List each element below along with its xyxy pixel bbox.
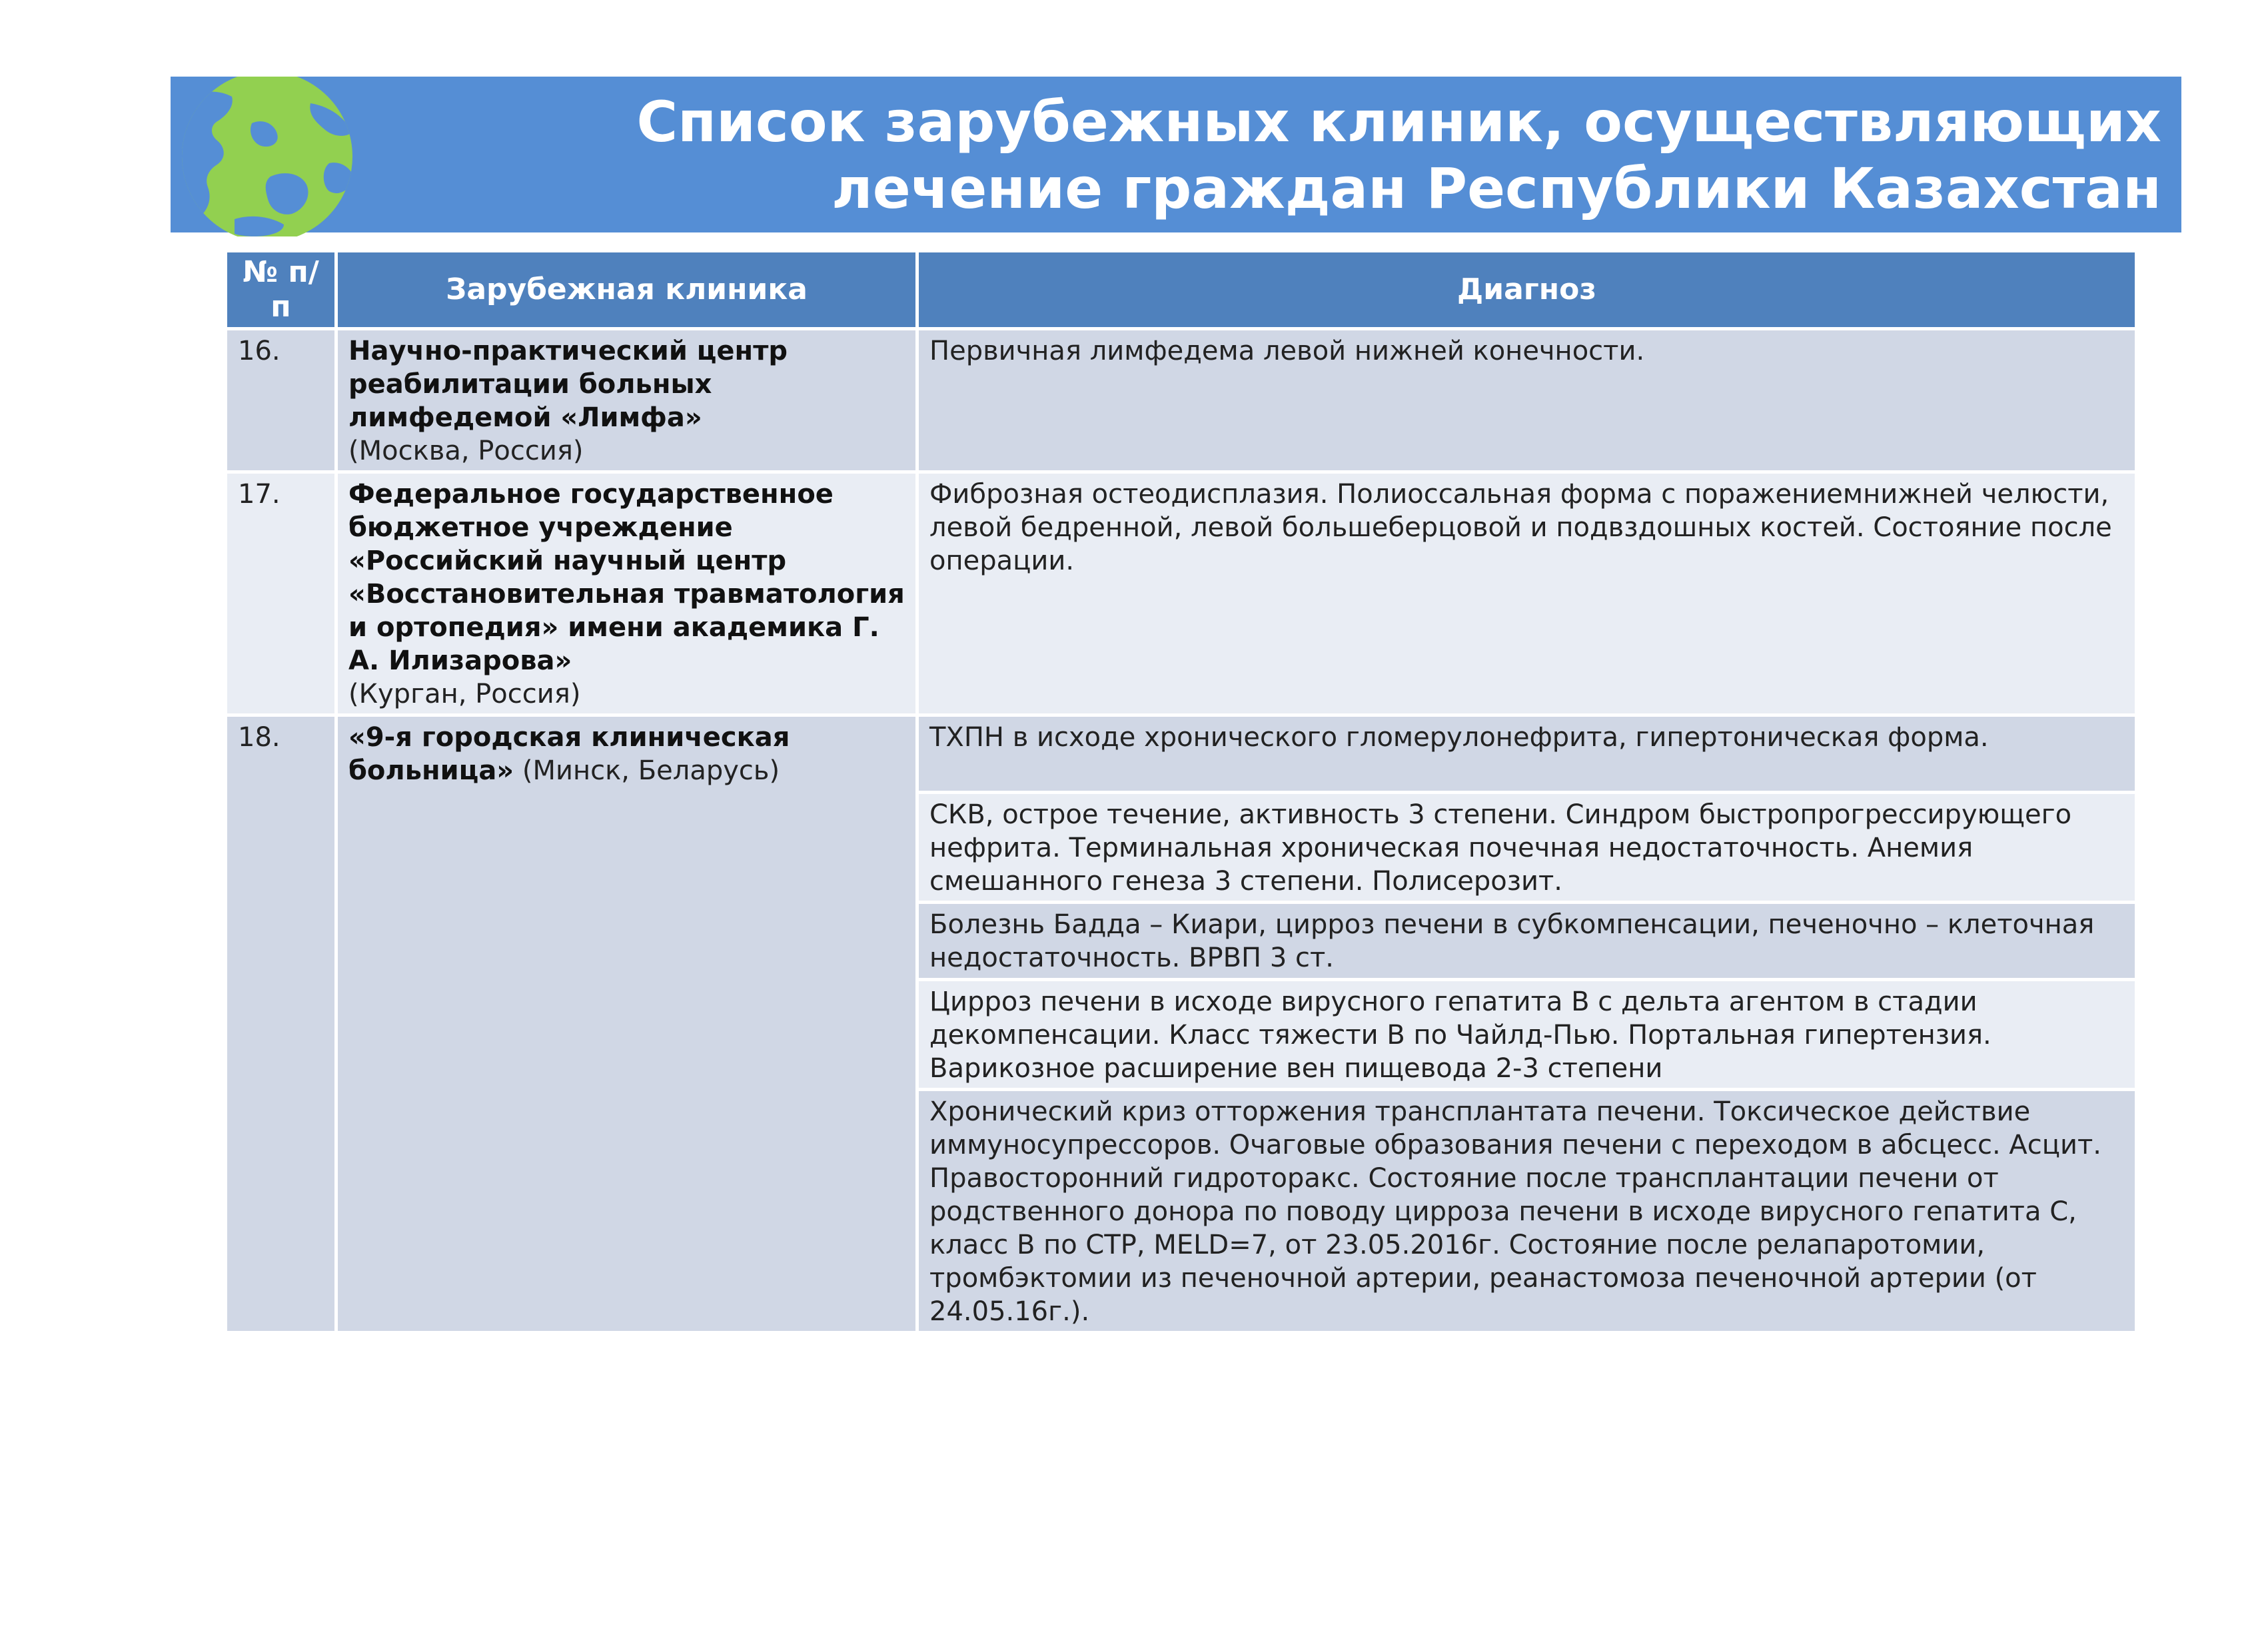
title-line-1: Список зарубежных клиник, осуществляющих: [636, 89, 2161, 155]
diagnosis-cell: ТХПН в исходе хронического гломерулонефрита, гипертоническая форма.: [917, 715, 2137, 793]
globe-icon: [171, 77, 364, 236]
row-number: 16.: [226, 329, 336, 472]
clinic-cell: [336, 715, 917, 1333]
column-header-clinic: Зарубежная клиника: [336, 251, 917, 329]
title-line-2: лечение граждан Республики Казахстан: [832, 156, 2161, 221]
clinic-cell: [336, 472, 917, 715]
row-number: 17.: [226, 472, 336, 715]
table-row: [226, 472, 2137, 715]
diagnosis-cell: Фиброзная остеодисплазия. Полиоссальная форма с поражениемнижней челюсти, левой бедренной, левой большеберцовой и подвздошных костей. Состояние после операции.: [917, 472, 2137, 715]
title-banner: [171, 77, 2181, 232]
clinic-cell: [336, 329, 917, 472]
diagnosis-cell: СКВ, острое течение, активность 3 степени. Синдром быстропрогрессирующего нефрита. Терминальная хроническая почечная недостаточность. Анемия смешанного генеза 3 степени. Полисерозит.: [917, 793, 2137, 903]
diagnosis-cell: Хронический криз отторжения трансплантата печени. Токсическое действие иммуносупрессоров. Очаговые образования печени с переходом в абсцесс. Асцит. Правосторонний гидроторакс. Состояние после трансплантации печени от родственного донора по поводу цирроза печени в исходе вирусного гепатита С, класс В по СТР, MELD=7, от 23.05.2016г. Состояние после релапаротомии, тромбэктомии из печеночной артерии, реанастомоза печеночной артерии (от 24.05.16г.).: [917, 1090, 2137, 1333]
row-number: 18.: [226, 715, 336, 1333]
clinic-location: (Минск, Беларусь): [522, 755, 780, 786]
clinic-name: «9-я городская клиническая больница»: [348, 722, 790, 786]
column-header-num: № п/п: [226, 251, 336, 329]
table-header-row: [226, 251, 2137, 329]
diagnosis-cell: Цирроз печени в исходе вирусного гепатита В с дельта агентом в стадии декомпенсации. Класс тяжести В по Чайлд-Пью. Портальная гипертензия. Варикозное расширение вен пищевода 2-3 степени: [917, 980, 2137, 1090]
table-row: [226, 329, 2137, 472]
table-row: [226, 715, 2137, 793]
clinic-table: [224, 249, 2138, 1334]
diagnosis-cell: Болезнь Бадда – Киари, цирроз печени в субкомпенсации, печеночно – клеточная недостаточность. ВРВП 3 ст.: [917, 903, 2137, 980]
clinic-location: (Курган, Россия): [348, 679, 581, 709]
clinic-location: (Москва, Россия): [348, 436, 584, 466]
page-title: [636, 89, 2161, 222]
column-header-diagnosis: Диагноз: [917, 251, 2137, 329]
diagnosis-cell: Первичная лимфедема левой нижней конечности.: [917, 329, 2137, 472]
clinic-name: Научно-практический центр реабилитации больных лимфедемой «Лимфа»: [348, 336, 788, 433]
clinic-name: Федеральное государственное бюджетное учреждение «Российский научный центр «Восстановительная травматология и ортопедия» имени академика Г. А. Илизарова»: [348, 479, 905, 676]
